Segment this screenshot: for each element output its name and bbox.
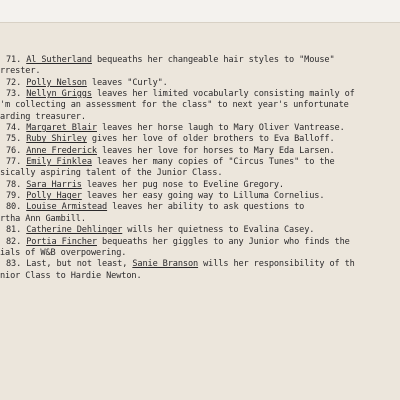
underlined-name: Margaret Blair [26, 123, 97, 134]
underlined-name: Anne Frederick [26, 145, 97, 156]
line-text: 71. [6, 55, 27, 65]
document-line [0, 168, 400, 179]
underlined-name: Emily Finklea [26, 157, 92, 168]
line-text: leaves her pug nose to Eveline Gregory. [81, 179, 284, 190]
line-text: 80. [6, 202, 27, 213]
line-text: 74. [6, 123, 27, 134]
document-line [0, 134, 400, 145]
underlined-name: Polly Nelson [26, 77, 87, 88]
document-line [0, 180, 400, 191]
document-line [0, 225, 400, 236]
line-text: bequeaths her changeable hair styles to "Mouse" [91, 55, 335, 65]
underlined-name: Sanie Branson [132, 259, 199, 270]
document-line [0, 123, 400, 134]
document-line [0, 100, 400, 111]
document-line [0, 237, 400, 248]
underlined-name: Catherine Dehlinger [26, 225, 123, 236]
line-text: bequeaths her giggles to any Junior who finds the [96, 236, 350, 247]
line-text: arding treasurer. [0, 111, 86, 122]
document-line [0, 146, 400, 157]
line-text: leaves "Curly". [86, 77, 168, 88]
underlined-name: Sara Harris [26, 179, 82, 190]
document-line [0, 89, 400, 100]
line-text: 79. [6, 191, 27, 202]
line-text: leaves her many copies of "Circus Tunes" to the [91, 157, 335, 168]
line-text: 75. [6, 134, 27, 145]
line-text: leaves her ability to ask questions to [107, 202, 305, 213]
underlined-name: Al Sutherland [26, 55, 92, 65]
line-text: 81. [6, 225, 27, 236]
document-line [0, 157, 400, 168]
typed-text-block [0, 55, 400, 282]
line-text: ials of W&B overpowering. [0, 247, 127, 258]
line-text: leaves her limited vocabularly consisting mainly of [91, 89, 355, 100]
page-top-edge [0, 0, 400, 23]
line-text: wills her quietness to Evalina Casey. [122, 225, 315, 236]
line-text: 78. [6, 179, 27, 190]
document-line [0, 202, 400, 213]
document-line [0, 259, 400, 270]
line-text: 77. [6, 157, 27, 168]
line-text: wills her responsibility of th [198, 259, 355, 270]
underlined-name: Ruby Shirley [26, 134, 87, 145]
document-line [0, 66, 400, 77]
line-text: 'm collecting an assessment for the class" to next year's unfortunate [0, 100, 349, 111]
document-line [0, 191, 400, 202]
line-text: gives her love of older brothers to Eva Balloff. [86, 134, 335, 145]
line-text: nior Class to Hardie Newton. [0, 270, 142, 281]
line-text: 72. [6, 77, 27, 88]
document-line [0, 112, 400, 123]
line-text: leaves her easy going way to Lilluma Cornelius. [81, 191, 325, 202]
underlined-name: Nellyn Griggs [26, 89, 92, 100]
document-line [0, 248, 400, 259]
underlined-name: Louise Armistead [26, 202, 108, 213]
line-text: 73. [6, 89, 27, 100]
line-text: sically aspiring talent of the Junior Class. [0, 168, 223, 179]
line-text: 82. [6, 236, 27, 247]
line-text: 83. Last, but not least, [6, 259, 133, 270]
line-text: rtha Ann Gambill. [0, 213, 86, 224]
underlined-name: Portia Fincher [26, 236, 97, 247]
line-text: rrester. [0, 66, 41, 77]
underlined-name: Polly Hager [26, 191, 82, 202]
document-line [0, 78, 400, 89]
line-text: leaves her horse laugh to Mary Oliver Vantrease. [96, 123, 345, 134]
line-text: leaves her love for horses to Mary Eda Larsen. [96, 145, 335, 156]
line-text: 76. [6, 145, 27, 156]
document-line [0, 214, 400, 225]
document-line [0, 55, 400, 66]
document-line [0, 271, 400, 282]
